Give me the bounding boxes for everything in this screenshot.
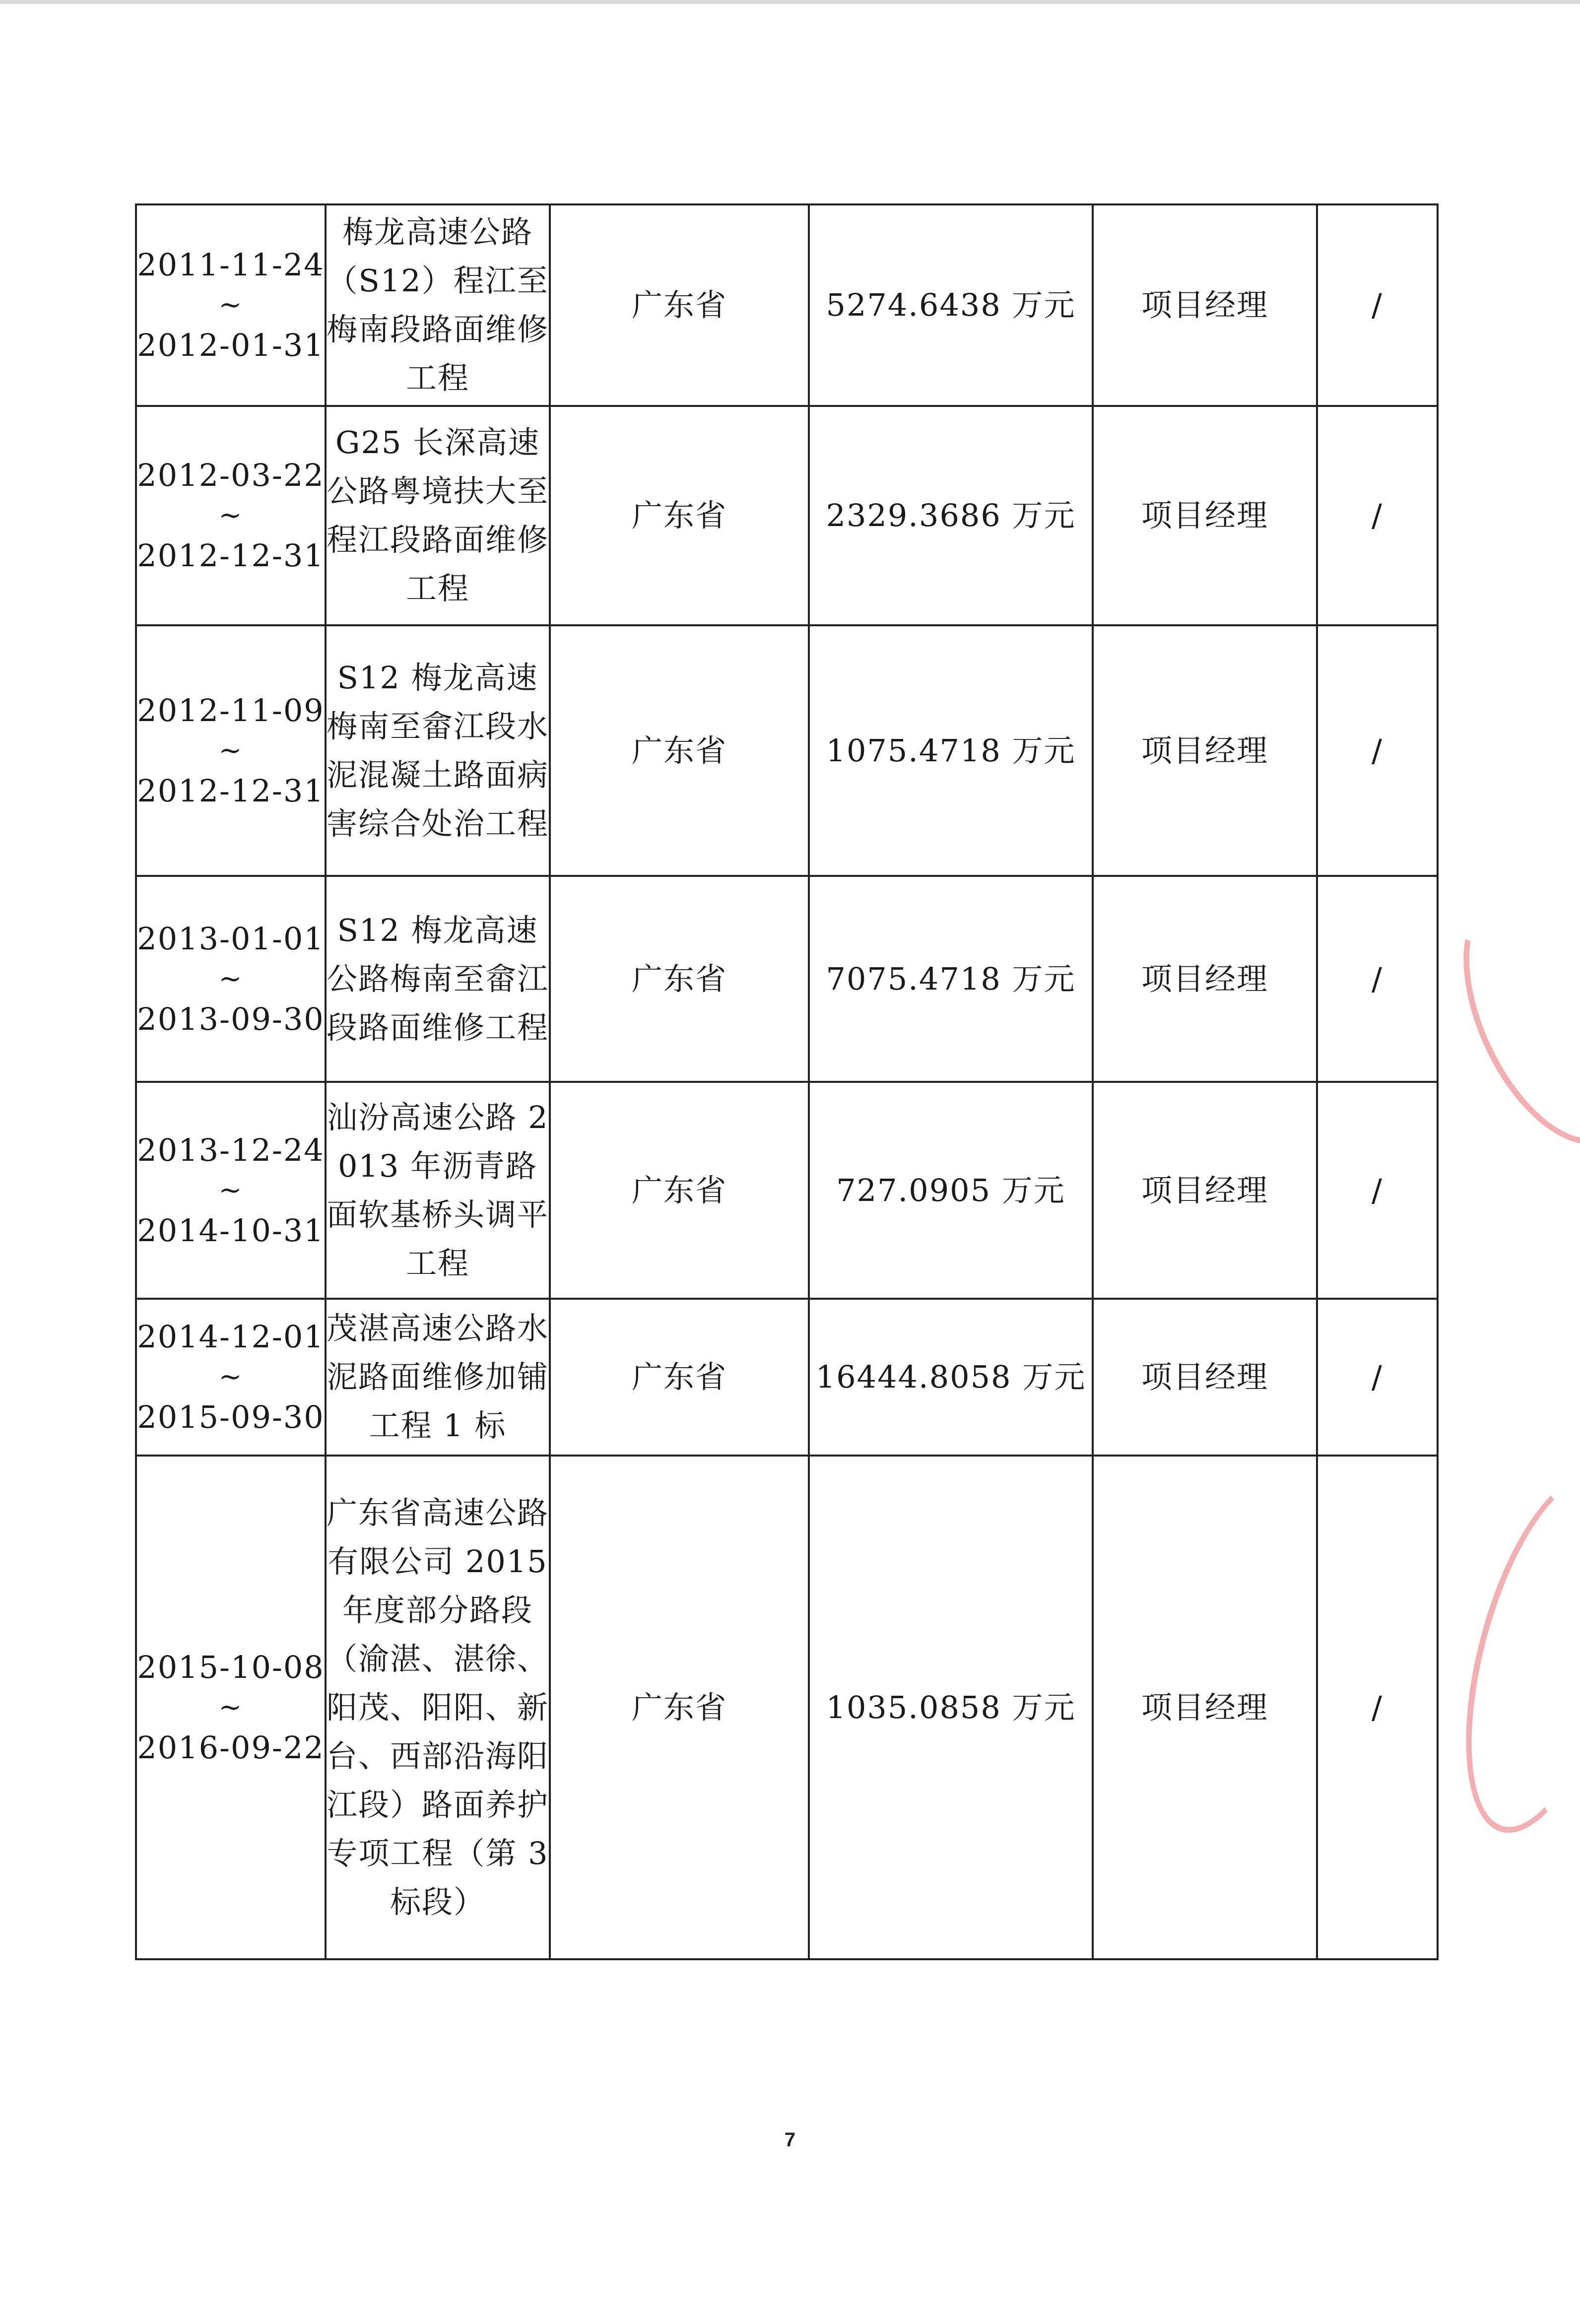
contract-amount-cell: 5274.6438 万元: [809, 204, 1093, 406]
date-range-separator: ~: [218, 734, 243, 767]
project-name-cell: S12 梅龙高速梅南至畲江段水泥混凝土路面病害综合处治工程: [326, 625, 550, 876]
contract-amount-cell: 2329.3686 万元: [809, 406, 1093, 625]
date-range-separator: ~: [218, 499, 243, 531]
table-row: [136, 1082, 1438, 1299]
remark-cell: /: [1317, 1082, 1438, 1299]
role-cell: 项目经理: [1093, 1456, 1317, 1959]
start-date: 2015-10-08: [137, 1649, 325, 1685]
end-date: 2016-09-22: [137, 1729, 325, 1766]
remark-cell: /: [1317, 1456, 1438, 1959]
role-cell: 项目经理: [1093, 204, 1317, 406]
end-date: 2012-12-31: [137, 537, 325, 574]
region-cell: 广东省: [550, 1082, 809, 1299]
start-date: 2013-12-24: [137, 1131, 325, 1168]
region-cell: 广东省: [550, 1299, 809, 1456]
region-cell: 广东省: [550, 406, 809, 625]
remark-cell: /: [1317, 406, 1438, 625]
role-cell: 项目经理: [1093, 1082, 1317, 1299]
region-cell: 广东省: [550, 204, 809, 406]
end-date: 2014-10-31: [137, 1212, 325, 1249]
start-date: 2012-03-22: [137, 457, 325, 493]
start-date: 2013-01-01: [137, 920, 325, 957]
start-date: 2014-12-01: [137, 1319, 325, 1355]
date-range-cell: [136, 406, 326, 625]
project-name-cell: S12 梅龙高速公路梅南至畲江段路面维修工程: [326, 876, 550, 1082]
start-date: 2011-11-24: [137, 247, 325, 283]
date-range-cell: [136, 1299, 326, 1456]
role-cell: 项目经理: [1093, 876, 1317, 1082]
date-range-cell: [136, 625, 326, 876]
table-row: [136, 204, 1438, 406]
date-range-cell: [136, 1456, 326, 1959]
table-row: [136, 876, 1438, 1082]
project-records-table: [135, 203, 1439, 1960]
remark-cell: /: [1317, 876, 1438, 1082]
date-range-separator: ~: [218, 962, 243, 995]
project-name-cell: 茂湛高速公路水泥路面维修加铺工程 1 标: [326, 1299, 550, 1456]
red-seal-stamp-fragment: [1434, 1457, 1580, 1850]
contract-amount-cell: 727.0905 万元: [809, 1082, 1093, 1299]
project-name-cell: G25 长深高速公路粤境扶大至程江段路面维修工程: [326, 406, 550, 625]
red-seal-stamp-fragment: [1428, 866, 1580, 1170]
end-date: 2012-12-31: [137, 772, 325, 809]
remark-cell: /: [1317, 1299, 1438, 1456]
table-row: [136, 625, 1438, 876]
remark-cell: /: [1317, 204, 1438, 406]
role-cell: 项目经理: [1093, 625, 1317, 876]
contract-amount-cell: 1035.0858 万元: [809, 1456, 1093, 1959]
table-row: [136, 406, 1438, 625]
project-name-cell: 广东省高速公路有限公司 2015 年度部分路段（渝湛、湛徐、阳茂、阳阳、新台、西部沿海阳江段）路面养护专项工程（第 3 标段）: [326, 1456, 550, 1959]
region-cell: 广东省: [550, 1456, 809, 1959]
date-range-separator: ~: [218, 289, 243, 321]
page-number: 7: [784, 2129, 796, 2151]
contract-amount-cell: 1075.4718 万元: [809, 625, 1093, 876]
start-date: 2012-11-09: [137, 692, 325, 729]
contract-amount-cell: 7075.4718 万元: [809, 876, 1093, 1082]
table-row: [136, 1299, 1438, 1456]
date-range-separator: ~: [218, 1174, 243, 1206]
end-date: 2013-09-30: [137, 1000, 325, 1037]
project-name-cell: 汕汾高速公路 2013 年沥青路面软基桥头调平工程: [326, 1082, 550, 1299]
region-cell: 广东省: [550, 625, 809, 876]
end-date: 2015-09-30: [137, 1399, 325, 1435]
remark-cell: /: [1317, 625, 1438, 876]
date-range-separator: ~: [218, 1691, 243, 1724]
date-range-cell: [136, 1082, 326, 1299]
end-date: 2012-01-31: [137, 327, 325, 363]
region-cell: 广东省: [550, 876, 809, 1082]
date-range-cell: [136, 204, 326, 406]
project-name-cell: 梅龙高速公路（S12）程江至梅南段路面维修工程: [326, 204, 550, 406]
table-row: [136, 1456, 1438, 1959]
role-cell: 项目经理: [1093, 1299, 1317, 1456]
date-range-cell: [136, 876, 326, 1082]
contract-amount-cell: 16444.8058 万元: [809, 1299, 1093, 1456]
page-top-edge: [0, 0, 1580, 4]
date-range-separator: ~: [218, 1361, 243, 1393]
role-cell: 项目经理: [1093, 406, 1317, 625]
